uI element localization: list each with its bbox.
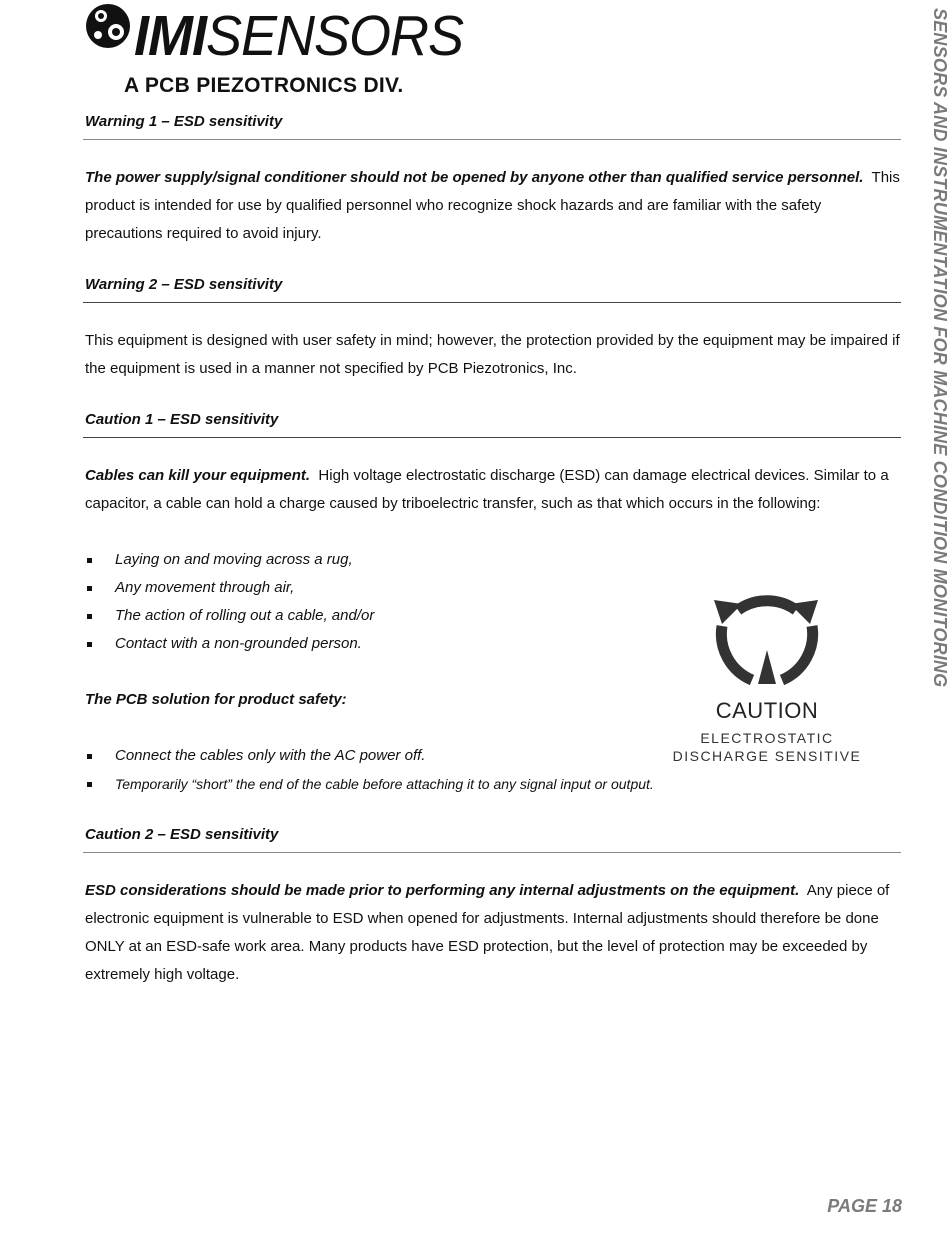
warning1-lead: The power supply/signal conditioner should not be opened by anyone other than qualified service personnel. xyxy=(85,169,864,186)
page-content xyxy=(85,113,901,989)
warning1-paragraph xyxy=(85,164,901,248)
warning2-heading: Warning 2 – ESD sensitivity xyxy=(83,276,901,303)
logo-brand xyxy=(134,5,463,68)
logo-division: A PCB PIEZOTRONICS DIV. xyxy=(124,74,404,97)
caution2-heading: Caution 2 – ESD sensitivity xyxy=(83,826,901,853)
caution1-lead: Cables can kill your equipment. xyxy=(85,467,311,484)
warning1-text: This product is intended for use by qualified personnel who recognize shock hazards and are familiar with the safety precautions required to avoid injury. xyxy=(85,169,900,242)
caution1-heading: Caution 1 – ESD sensitivity xyxy=(83,411,901,438)
list-item: Laying on and moving across a rug, xyxy=(85,546,901,574)
caution1-text: High voltage electrostatic discharge (ESD) can damage electrical devices. Similar to a capacitor, a cable can hold a charge caused by triboelectric transfer, such as that which occurs in the following: xyxy=(85,467,889,512)
caution2-paragraph xyxy=(85,877,901,989)
caution1-paragraph xyxy=(85,462,901,518)
esd-caution-line1: ELECTROSTATIC xyxy=(700,730,834,746)
esd-hand-warning-icon xyxy=(672,580,862,695)
esd-caution-word: CAUTION xyxy=(715,698,819,723)
list-item: Contact with a non-grounded person. xyxy=(85,630,901,658)
list-item: The action of rolling out a cable, and/or xyxy=(85,602,901,630)
esd-caution-symbol xyxy=(672,580,862,770)
logo-emblem-icon xyxy=(84,2,132,50)
logo-brand-bold: IMI xyxy=(134,4,206,68)
page-number: PAGE 18 xyxy=(827,1196,902,1216)
warning1-heading: Warning 1 – ESD sensitivity xyxy=(83,113,901,140)
company-logo xyxy=(84,2,464,102)
side-title: SENSORS AND INSTRUMENTATION FOR MACHINE CONDITION MONITORING xyxy=(930,8,950,688)
esd-caution-line2: DISCHARGE SENSITIVE xyxy=(672,748,862,764)
list-item: Connect the cables only with the AC power off. xyxy=(85,742,901,770)
logo-brand-light: SENSORS xyxy=(206,4,464,68)
warning2-paragraph: This equipment is designed with user safety in mind; however, the protection provided by the equipment may be impaired if the equipment is used in a manner not specified by PCB Piezotronics, Inc. xyxy=(85,332,900,377)
list-item: Any movement through air, xyxy=(85,574,901,602)
list-item: Temporarily “short” the end of the cable before attaching it to any signal input or output. xyxy=(85,770,901,798)
caution2-text: Any piece of electronic equipment is vulnerable to ESD when opened for adjustments. Internal adjustments should therefore be done ONLY at an ESD-safe work area. Many products have ESD protection, but the level of protection may be exceeded by extremely high voltage. xyxy=(85,882,890,983)
solution-heading: The PCB solution for product safety: xyxy=(85,691,347,708)
caution2-lead: ESD considerations should be made prior to performing any internal adjustments on the equipment. xyxy=(85,882,800,899)
